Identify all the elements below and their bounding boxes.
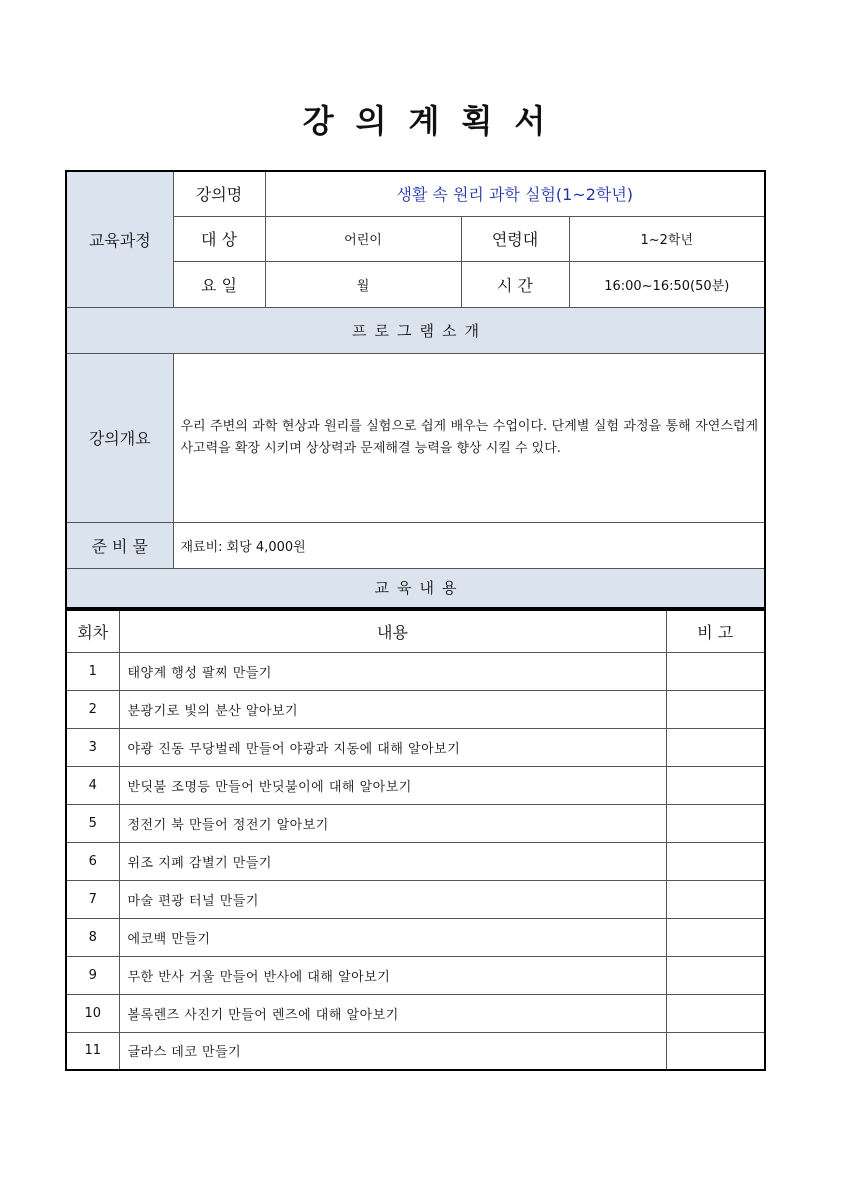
table-row — [66, 804, 765, 842]
session-note — [666, 880, 765, 918]
session-note — [666, 652, 765, 690]
session-content: 에코백 만들기 — [119, 918, 666, 956]
session-number: 9 — [66, 956, 119, 994]
age-label: 연령대 — [461, 216, 569, 261]
session-content: 글라스 데코 만들기 — [119, 1032, 666, 1070]
table-row — [66, 728, 765, 766]
table-row — [66, 880, 765, 918]
day-label: 요 일 — [173, 261, 265, 307]
session-number: 2 — [66, 690, 119, 728]
target-value: 어린이 — [265, 216, 461, 261]
session-number: 5 — [66, 804, 119, 842]
session-number: 11 — [66, 1032, 119, 1070]
materials-value: 재료비: 회당 4,000원 — [173, 522, 765, 568]
course-section-label: 교육과정 — [66, 171, 173, 307]
course-name-value: 생활 속 원리 과학 실험(1~2학년) — [265, 171, 765, 216]
note-column-header: 비 고 — [666, 610, 765, 652]
session-content: 무한 반사 거울 만들어 반사에 대해 알아보기 — [119, 956, 666, 994]
session-note — [666, 1032, 765, 1070]
session-number: 3 — [66, 728, 119, 766]
session-content: 분광기로 빛의 분산 알아보기 — [119, 690, 666, 728]
session-note — [666, 766, 765, 804]
curriculum-table — [65, 609, 766, 1071]
time-value: 16:00~16:50(50분) — [569, 261, 765, 307]
session-number: 4 — [66, 766, 119, 804]
table-row — [66, 1032, 765, 1070]
session-note — [666, 994, 765, 1032]
table-row — [66, 766, 765, 804]
course-name-label: 강의명 — [173, 171, 265, 216]
session-content: 정전기 북 만들어 정전기 알아보기 — [119, 804, 666, 842]
session-note — [666, 690, 765, 728]
session-column-header: 회차 — [66, 610, 119, 652]
session-content: 볼록렌즈 사진기 만들어 렌즈에 대해 알아보기 — [119, 994, 666, 1032]
session-content: 반딧불 조명등 만들어 반딧불이에 대해 알아보기 — [119, 766, 666, 804]
table-row — [66, 690, 765, 728]
session-content: 태양계 행성 팔찌 만들기 — [119, 652, 666, 690]
session-content: 위조 지폐 감별기 만들기 — [119, 842, 666, 880]
target-label: 대 상 — [173, 216, 265, 261]
session-note — [666, 918, 765, 956]
session-number: 6 — [66, 842, 119, 880]
materials-label: 준 비 물 — [66, 522, 173, 568]
content-column-header: 내용 — [119, 610, 666, 652]
time-label: 시 간 — [461, 261, 569, 307]
table-row — [66, 956, 765, 994]
session-note — [666, 842, 765, 880]
session-content: 야광 진동 무당벌레 만들어 야광과 지동에 대해 알아보기 — [119, 728, 666, 766]
table-row — [66, 652, 765, 690]
page-title: 강의계획서 — [302, 102, 568, 140]
table-row — [66, 994, 765, 1032]
session-number: 10 — [66, 994, 119, 1032]
table-row — [66, 842, 765, 880]
curriculum-header: 교육내용 — [66, 568, 765, 608]
session-note — [666, 956, 765, 994]
session-number: 1 — [66, 652, 119, 690]
session-content: 마술 편광 터널 만들기 — [119, 880, 666, 918]
session-number: 7 — [66, 880, 119, 918]
table-row — [66, 918, 765, 956]
session-note — [666, 804, 765, 842]
day-value: 월 — [265, 261, 461, 307]
overview-label: 강의개요 — [66, 353, 173, 522]
session-number: 8 — [66, 918, 119, 956]
course-info-table — [65, 170, 766, 609]
session-note — [666, 728, 765, 766]
program-intro-header: 프로그램소개 — [66, 307, 765, 353]
overview-text: 우리 주변의 과학 현상과 원리를 실험으로 쉽게 배우는 수업이다. 단계별 실험 과정을 통해 자연스럽게 사고력을 확장 시키며 상상력과 문제해결 능력을 향상 시킬 수 있다. — [173, 353, 765, 522]
age-value: 1~2학년 — [569, 216, 765, 261]
